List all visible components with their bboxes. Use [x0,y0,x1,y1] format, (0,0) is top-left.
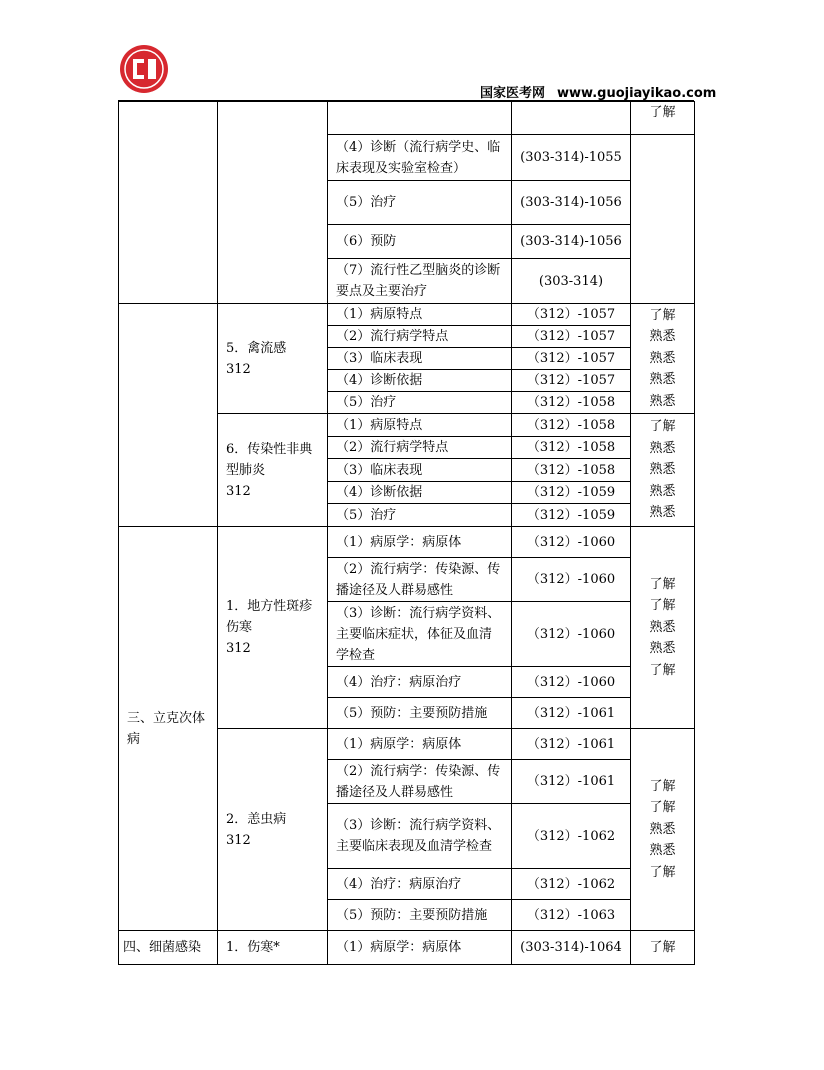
item-cell: （5）治疗 [328,392,512,414]
section-cell: 四、细菌感染 [119,931,218,965]
level-text: 熟悉 [649,619,676,635]
level-text: 熟悉 [649,393,676,409]
level-text: 熟悉 [649,440,676,456]
item-cell: （4）诊断依据 [328,482,512,504]
item-cell-empty [328,102,512,135]
level-text: 熟悉 [649,821,676,837]
item-cell: （7）流行性乙型脑炎的诊断要点及主要治疗 [328,259,512,304]
level-text: 了解 [649,662,676,678]
item-cell: （3）诊断：流行病学资料、主要临床症状，体征及血清学检查 [328,602,512,667]
unit-code: 312 [226,832,251,848]
page-cell: （312）-1058 [512,459,631,482]
page-cell: （312）-1060 [512,602,631,667]
unit-label: 1．地方性斑疹伤寒 [226,599,313,635]
page-cell: （312）-1057 [512,326,631,348]
section-cell-empty [119,102,218,304]
item-cell: （3）诊断：流行病学资料、主要临床表现及血清学检查 [328,804,512,869]
level-text: 熟悉 [649,641,676,657]
page-cell-empty [512,102,631,135]
site-url[interactable]: www.guojiayikao.com [557,86,717,101]
section-cell-empty [119,304,218,527]
table-row [119,304,695,326]
unit-cell [218,729,328,931]
unit-cell [218,304,328,414]
unit-cell [218,527,328,729]
table-row [119,102,695,135]
level-cell [631,729,695,931]
section-cell: 三、立克次体病 [119,527,218,931]
page-cell: （312）-1060 [512,667,631,698]
level-cell: 了解 [631,931,695,965]
item-cell: （5）预防：主要预防措施 [328,698,512,729]
level-text: 熟悉 [649,329,676,345]
page-cell: (303-314)-1064 [512,931,631,965]
unit-cell [218,414,328,527]
item-cell: （2）流行病学：传染源、传播途径及人群易感性 [328,558,512,602]
page-cell: （312）-1060 [512,527,631,558]
page-cell: （312）-1061 [512,760,631,804]
level-text: 了解 [649,576,676,592]
item-cell: （5）治疗 [328,181,512,225]
unit-label: 2．恙虫病 [226,811,287,827]
item-cell: （3）临床表现 [328,459,512,482]
page-cell: （312）-1058 [512,414,631,437]
page-cell: （312）-1057 [512,370,631,392]
item-cell: （4）治疗：病原治疗 [328,869,512,900]
level-cell: 了解 [631,102,695,135]
item-cell: （5）预防：主要预防措施 [328,900,512,931]
item-cell: （2）流行病学特点 [328,437,512,459]
page-cell: （312）-1057 [512,304,631,326]
site-name: 国家医考网 [480,86,546,101]
item-cell: （6）预防 [328,225,512,259]
table-row [119,931,695,965]
item-cell: （5）治疗 [328,504,512,527]
page-cell: （312）-1061 [512,729,631,760]
item-cell: （2）流行病学：传染源、传播途径及人群易感性 [328,760,512,804]
level-cell-empty [631,135,695,304]
item-cell: （4）治疗：病原治疗 [328,667,512,698]
page-cell: (303-314)-1056 [512,181,631,225]
unit-code: 312 [226,483,251,499]
table-row [119,527,695,558]
level-text: 了解 [649,307,676,323]
item-cell: （1）病原学：病原体 [328,527,512,558]
level-cell [631,527,695,729]
logo-icon [118,43,170,95]
item-cell: （1）病原学：病原体 [328,729,512,760]
level-cell [631,304,695,414]
level-text: 了解 [649,598,676,614]
unit-cell-empty [218,102,328,304]
level-text: 熟悉 [649,843,676,859]
level-text: 熟悉 [649,372,676,388]
item-cell: （4）诊断（流行病学史、临床表现及实验室检查） [328,135,512,181]
item-cell: （3）临床表现 [328,348,512,370]
page-cell: （312）-1061 [512,698,631,729]
level-cell [631,414,695,527]
page-cell: （312）-1059 [512,482,631,504]
site-header [480,82,716,101]
page-cell: (303-314)-1056 [512,225,631,259]
item-cell: （1）病原学：病原体 [328,931,512,965]
unit-code: 312 [226,361,251,377]
unit-code: 312 [226,641,251,656]
unit-label: 5．禽流感 [226,340,287,356]
item-cell: （2）流行病学特点 [328,326,512,348]
item-cell: （1）病原特点 [328,304,512,326]
level-text: 了解 [649,800,676,816]
unit-cell: 1．伤寒* [218,931,328,965]
page-cell: （312）-1059 [512,504,631,527]
page-cell: （312）-1058 [512,437,631,459]
syllabus-table [118,101,695,965]
page-cell: (303-314) [512,259,631,304]
page-cell: （312）-1062 [512,869,631,900]
level-text: 熟悉 [649,462,676,478]
level-text: 了解 [649,864,676,880]
unit-label: 6．传染性非典型肺炎 [226,441,313,478]
level-text: 熟悉 [649,483,676,499]
level-text: 了解 [649,419,676,435]
page-cell: （312）-1060 [512,558,631,602]
page-cell: (303-314)-1055 [512,135,631,181]
item-cell: （1）病原特点 [328,414,512,437]
page-cell: （312）-1057 [512,348,631,370]
page-cell: （312）-1063 [512,900,631,931]
page-cell: （312）-1062 [512,804,631,869]
level-text: 了解 [649,778,676,794]
item-cell: （4）诊断依据 [328,370,512,392]
page-cell: （312）-1058 [512,392,631,414]
level-text: 熟悉 [649,350,676,366]
level-text: 熟悉 [649,505,676,521]
